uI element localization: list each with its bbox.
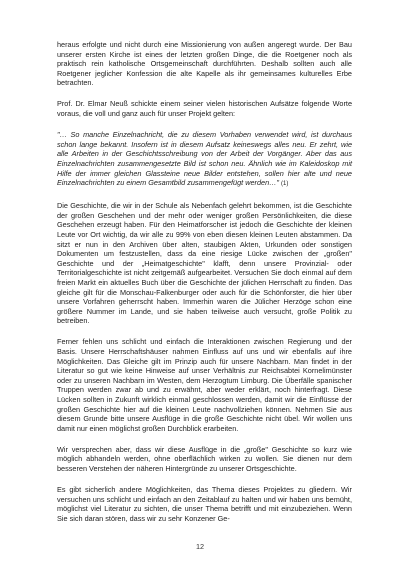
quote-text: "… So manche Einzelnachricht, die zu diesem Vorhaben verwendet wird, ist durchaus schon lange bekannt. Insofern ist in diesem Aufsatz keineswegs alles neu. Er zehrt, wie alle Arbeiten in der Geschichtsschreibung von der Arbeit der Vorgänger. Aber das aus Einzelnachrichten zusammengesetzte Bild ist schon neu. Ähnlich wie im Kaleidoskop mit Hilfe der immer gleichen Glassteine neue Bilder entstehen, sollen hier alte und neue Einzelnachrichten zu einem Gesamtbild zusammengefügt werden…" [57, 130, 352, 188]
page-number: 12 [195, 542, 205, 551]
block-quote [57, 130, 352, 190]
document-page [57, 40, 352, 535]
footnote-reference: (1) [281, 181, 289, 188]
paragraph-structure: Es gibt sicherlich andere Möglichkeiten, das Thema dieses Projektes zu gliedern. Wir versuchen uns schlicht und einfach an den Zeitablauf zu halten und wir haben uns bemüht, möglichst viel Literatur zu sichten, die unser Thema betrifft und mit einzubeziehen. Wenn Sie sich daran stören, dass wir zu sehr Konzener Ge- [57, 485, 352, 523]
paragraph-quote-lead: Prof. Dr. Elmar Neuß schickte einem seiner vielen historischen Aufsätze folgende Worte voraus, die voll und ganz auch für unser Projekt gelten: [57, 99, 352, 119]
paragraph-promise: Wir versprechen aber, dass wir diese Ausflüge in die „große" Geschichte so kurz wie möglich abhandeln werden, ohne oberflächlich wirken zu wollen. Sie dienen nur dem besseren Verstehen der näheren Hintergründe zu unserer Ortsgeschichte. [57, 444, 352, 474]
paragraph-interactions: Ferner fehlen uns schlicht und einfach die Interaktionen zwischen Regierung und der Basis. Unsere Herrschaftshäuser nahmen Einfluss auf uns und wir ebenfalls auf ihre Möglichkeiten. Das Gleiche gilt im Prinzip auch für unsere Nachbarn. Man findet in der Literatur so gut wie keine Hinweise auf unser Verhältnis zur Reichsabtei Kornelimünster oder zu unseren Nachbarn im Westen, dem Herzogtum Limburg. Die Überfälle spanischer Truppen werden zwar ab und zu erwähnt, aber weder erklärt, noch hinterfragt. Diese Lücken sollten in Zukunft wirklich einmal geschlossen werden, damit wir die Einflüsse der großen Geschichte hier auf die kleinen Leute nachvollziehen können. Nehmen Sie aus diesem Grunde bitte unsere Ausflüge in die große Geschichte nicht übel. Wir wollen uns damit nur einen möglichst großen Durchblick erarbeiten. [57, 337, 352, 433]
paragraph-history: Die Geschichte, die wir in der Schule als Nebenfach gelehrt bekommen, ist die Geschichte der großen Geschehen und der mehr oder weniger großen Persönlichkeiten, die diese Geschehen erzeugt haben. Für den Heimatforscher ist jedoch die Geschichte der kleinen Leute vor Ort wichtig, da wir alle zu 99% von eben diesen kleinen Leuten abstammen. Da sitzt er nun in den Archiven über alten, staubigen Akten, Urkunden oder sonstigen Dokumenten um festzustellen, dass da eine riesige Lücke zwischen der „großen" Geschichte und der „Heimatgeschichte" klafft, denn unsere Provinzial- oder Territorialgeschichte ist nicht zeitgemäß aufgearbeitet. Versuchen Sie doch einmal auf dem freien Markt ein aktuelles Buch über die Geschichte der jülichen Herrschaft zu finden. Das gleiche gilt für die Monschau-Falkenburger oder auch für die Schönforster, die hier über unsere Vorfahren geherrscht haben. Immerhin waren die Jülicher Herzöge schon eine größere Nummer im Lande, und sie haben teilweise auch versucht, große Politik zu betreiben. [57, 201, 352, 326]
paragraph-intro: heraus erfolgte und nicht durch eine Missionierung von außen angeregt wurde. Der Bau unserer ersten Kirche ist eines der letzten großen Dinge, die die Roetgener noch als praktisch rein katholische Ortsgemeinschaft durchführten. Deshalb sollten auch alle Roetgener jeglicher Konfession die alte Kapelle als ihr gemeinsames kulturelles Erbe betrachten. [57, 40, 352, 88]
